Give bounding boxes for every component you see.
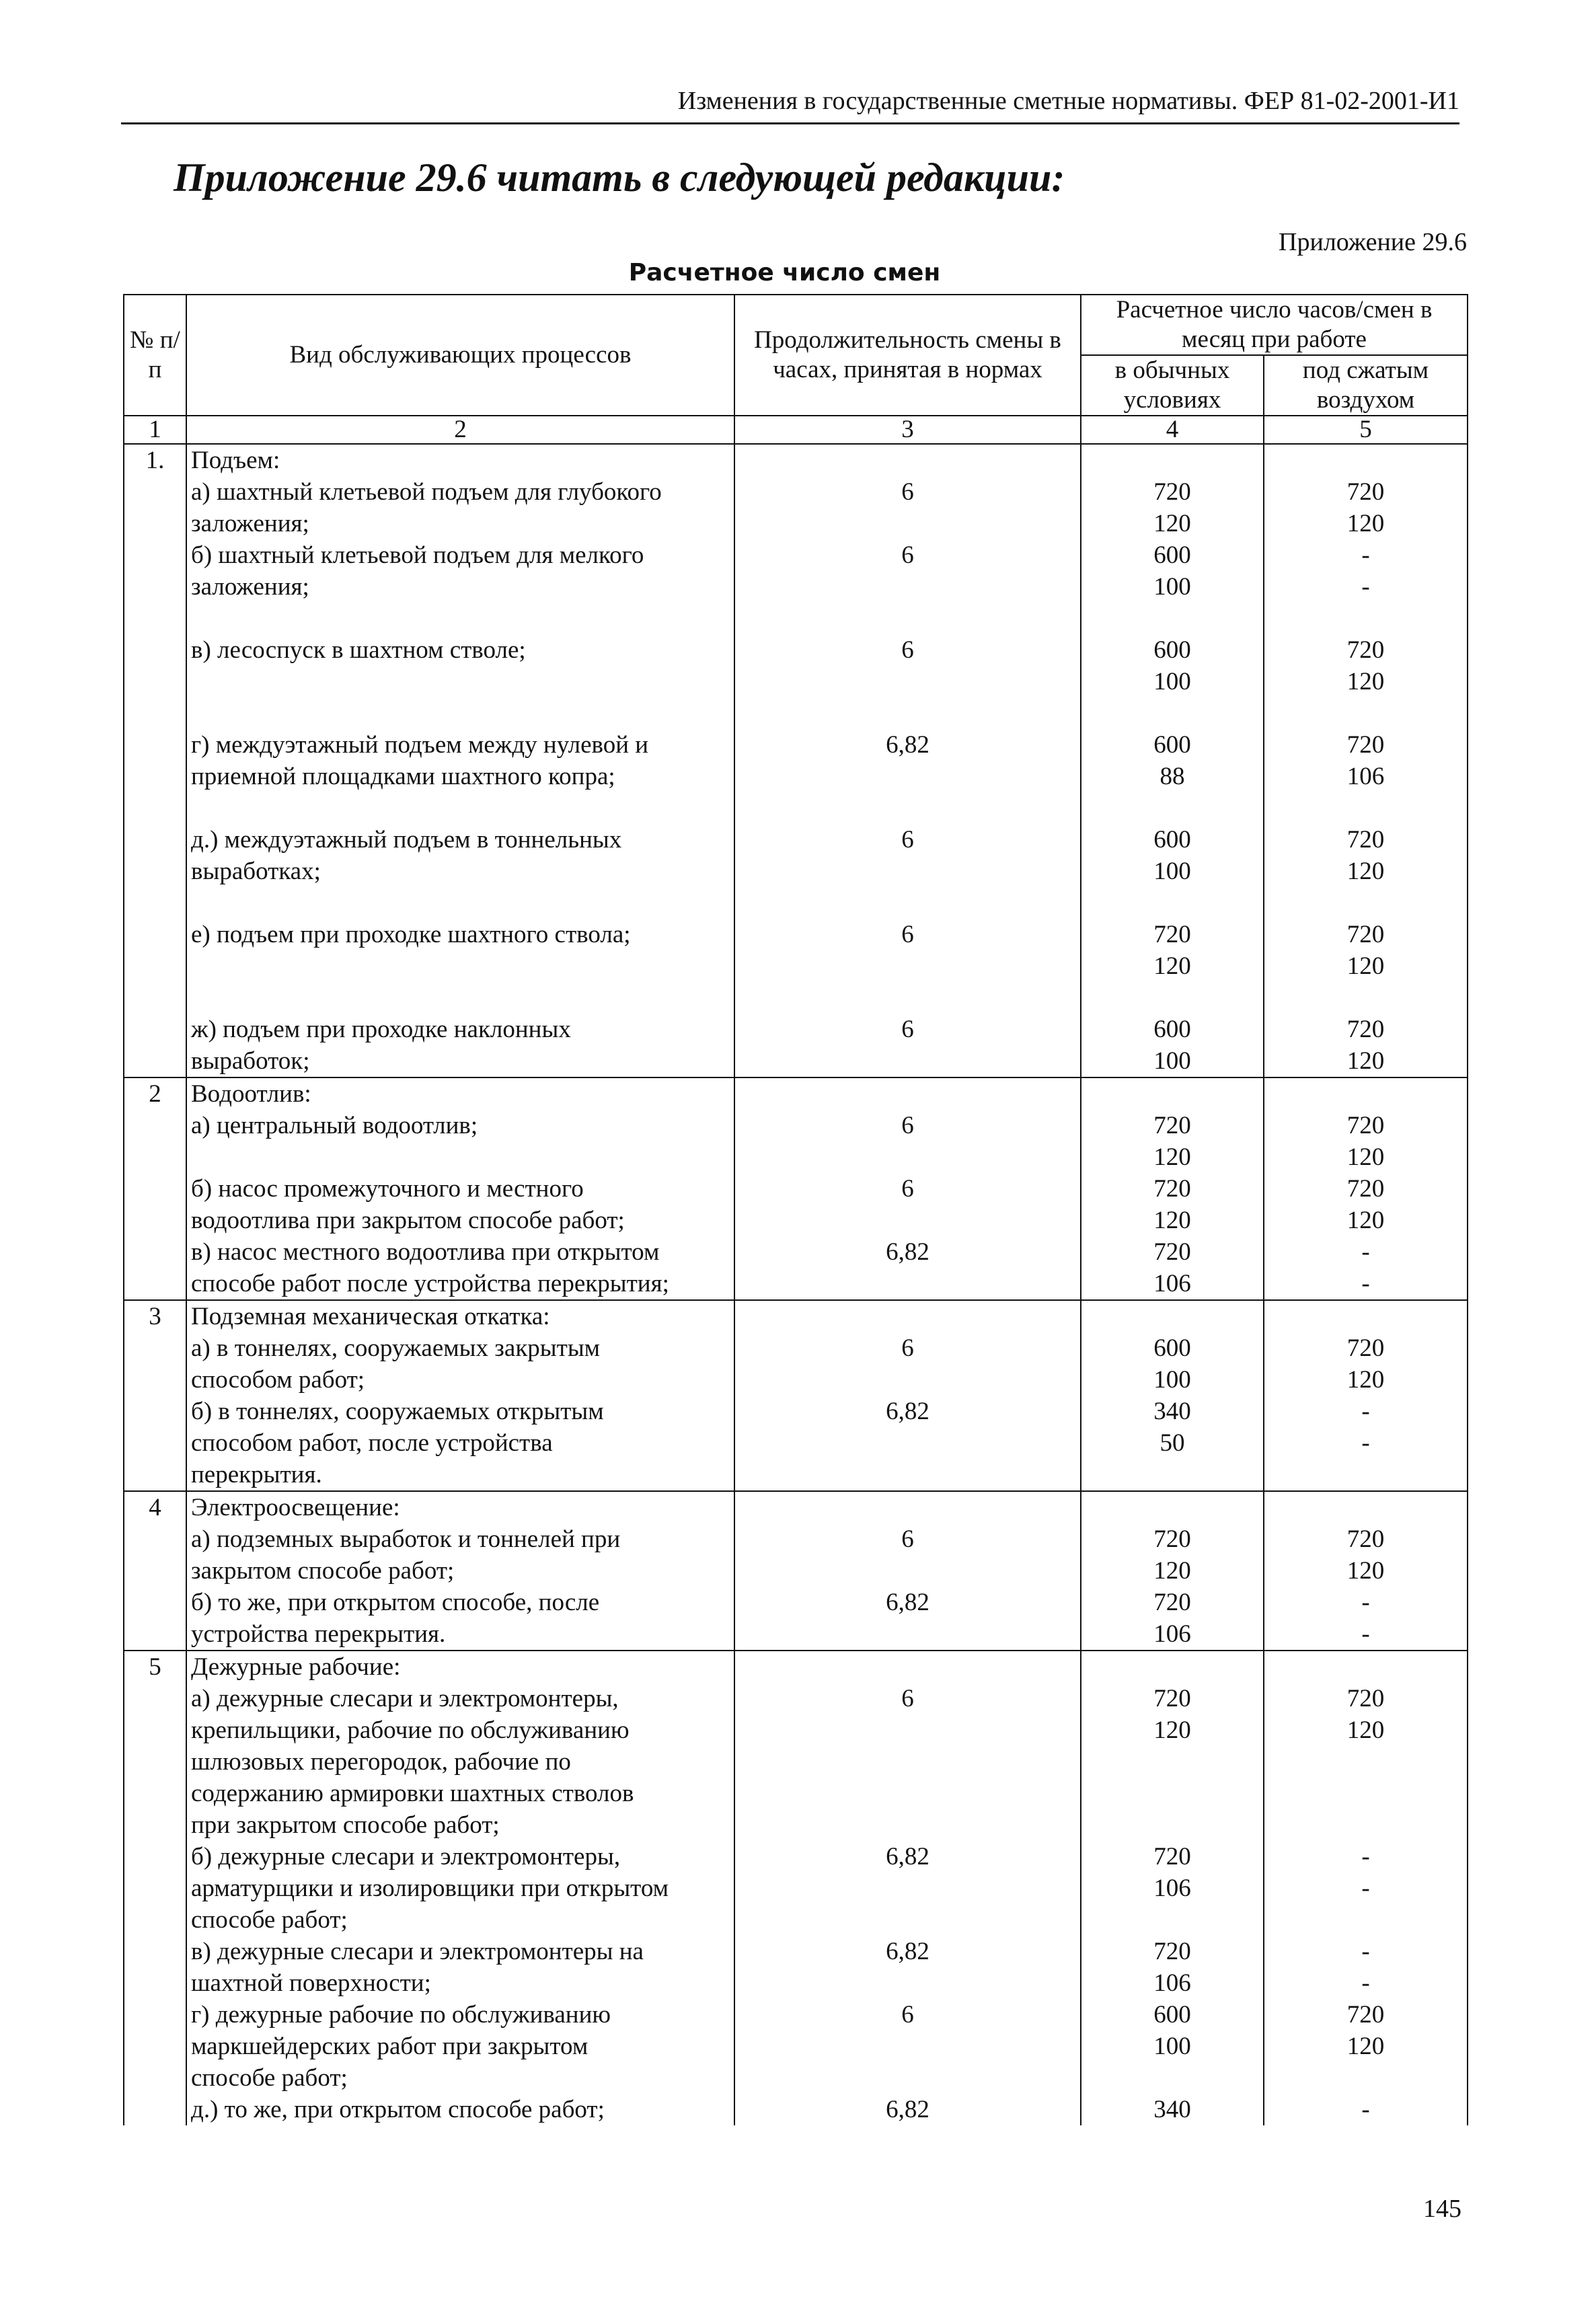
- duration-value: 6: [901, 541, 914, 569]
- page-number: 145: [1423, 2195, 1461, 2223]
- process-text: способе работ;: [191, 1906, 348, 1934]
- column-header-duration: Продолжительность смены в часах, принятая в нормах: [734, 295, 1081, 416]
- column-number: 1: [124, 416, 186, 444]
- duration-value: 6,82: [886, 2096, 929, 2123]
- duration-value: 6,82: [886, 1843, 929, 1870]
- normal-value: 120: [1153, 952, 1191, 980]
- column-header-normal: в обычных условиях: [1081, 355, 1264, 416]
- normal-cell: [1081, 1077, 1264, 1300]
- normal-value: 600: [1153, 2001, 1191, 2029]
- compressed-value: 120: [1346, 1207, 1385, 1234]
- duration-value: 6: [901, 921, 914, 948]
- section-number: 1.: [145, 447, 165, 474]
- spacer: [1268, 1651, 1463, 1683]
- duration-cell: [734, 1491, 1081, 1651]
- normal-cell: [1081, 1651, 1264, 2125]
- compressed-value: -: [1361, 1620, 1370, 1648]
- normal-value: 600: [1153, 826, 1191, 854]
- compressed-value: -: [1361, 1938, 1370, 1965]
- compressed-value: 720: [1346, 478, 1385, 506]
- compressed-value: -: [1361, 1398, 1370, 1425]
- spacer: [1268, 1301, 1463, 1332]
- process-text: маркшейдерских работ при закрытом: [191, 2033, 588, 2060]
- process-text: ж) подъем при проходке наклонных: [191, 1016, 571, 1043]
- table-caption: Расчетное число смен: [628, 259, 941, 287]
- compressed-value: 120: [1346, 858, 1385, 885]
- duration-value: 6,82: [886, 1589, 929, 1616]
- spacer: [1086, 1651, 1259, 1683]
- normal-value: 120: [1153, 1557, 1191, 1585]
- process-text: г) дежурные рабочие по обслуживанию: [191, 2001, 611, 2029]
- duration-value: 6,82: [886, 731, 929, 759]
- normal-value: 100: [1153, 1366, 1191, 1394]
- normal-value: 720: [1153, 1938, 1191, 1965]
- process-text: шахтной поверхности;: [191, 1969, 431, 1997]
- table-row: [124, 1077, 1468, 1300]
- column-number: 4: [1081, 416, 1264, 444]
- normal-cell: [1081, 1300, 1264, 1491]
- normal-value: 600: [1153, 541, 1191, 569]
- duration-value: 6: [901, 1685, 914, 1712]
- duration-value: 6,82: [886, 1238, 929, 1266]
- compressed-value: 720: [1346, 1016, 1385, 1043]
- compressed-value: 106: [1346, 763, 1385, 790]
- compressed-value: -: [1361, 1589, 1370, 1616]
- process-text: б) насос промежуточного и местного: [191, 1175, 584, 1203]
- process-text: способом работ, после устройства: [191, 1429, 553, 1457]
- spacer: [739, 1492, 1076, 1523]
- compressed-value: -: [1361, 1875, 1370, 1902]
- compressed-value: 120: [1346, 1716, 1385, 1744]
- duration-value: 6: [901, 2001, 914, 2029]
- normal-value: 88: [1160, 763, 1185, 790]
- spacer: [1268, 1492, 1463, 1523]
- normal-value: 106: [1153, 1875, 1191, 1902]
- normal-value: 720: [1153, 921, 1191, 948]
- process-text: б) шахтный клетьевой подъем для мелкого: [191, 541, 644, 569]
- row-number-cell: [124, 1651, 186, 2125]
- column-header-num: № п/п: [124, 295, 186, 416]
- compressed-value: -: [1361, 1969, 1370, 1997]
- compressed-value: 120: [1346, 1557, 1385, 1585]
- duration-value: 6: [901, 1334, 914, 1362]
- process-text: приемной площадками шахтного копра;: [191, 763, 615, 790]
- process-text: б) в тоннелях, сооружаемых открытым: [191, 1398, 604, 1425]
- process-text: е) подъем при проходке шахтного ствола;: [191, 921, 631, 948]
- spacer: [1268, 445, 1463, 476]
- normal-value: 100: [1153, 573, 1191, 601]
- process-text: способом работ;: [191, 1366, 365, 1394]
- appendix-label: Приложение 29.6: [1279, 228, 1467, 256]
- compressed-value: 720: [1346, 1175, 1385, 1203]
- shifts-table: [123, 294, 1468, 2125]
- section-number: 4: [149, 1494, 161, 1521]
- table-row: [124, 1491, 1468, 1651]
- process-text: шлюзовых перегородок, рабочие по: [191, 1748, 571, 1776]
- spacer: [739, 1651, 1076, 1683]
- process-cell: [186, 1300, 734, 1491]
- duration-cell: [734, 444, 1081, 1077]
- duration-cell: [734, 1651, 1081, 2125]
- compressed-value: 120: [1346, 952, 1385, 980]
- normal-value: 720: [1153, 1685, 1191, 1712]
- process-cell: [186, 1651, 734, 2125]
- normal-value: 106: [1153, 1270, 1191, 1297]
- process-text: перекрытия.: [191, 1461, 322, 1488]
- table-body: [124, 444, 1468, 2125]
- normal-value: 720: [1153, 1589, 1191, 1616]
- duration-value: 6: [901, 826, 914, 854]
- normal-cell: [1081, 1491, 1264, 1651]
- compressed-value: -: [1361, 1843, 1370, 1870]
- row-number-cell: [124, 444, 186, 1077]
- compressed-value: -: [1361, 1429, 1370, 1457]
- spacer: [739, 1078, 1076, 1110]
- compressed-value: 720: [1346, 1112, 1385, 1139]
- column-number: 5: [1264, 416, 1468, 444]
- compressed-value: 720: [1346, 1334, 1385, 1362]
- duration-value: 6,82: [886, 1398, 929, 1425]
- compressed-value: 720: [1346, 921, 1385, 948]
- section-number: 3: [149, 1303, 161, 1330]
- normal-value: 120: [1153, 510, 1191, 537]
- section-heading: Электроосвещение:: [191, 1494, 400, 1521]
- compressed-value: 720: [1346, 731, 1385, 759]
- running-header: Изменения в государственные сметные нормативы. ФЕР 81-02-2001-И1: [121, 86, 1459, 124]
- normal-value: 720: [1153, 1238, 1191, 1266]
- spacer: [1086, 1301, 1259, 1332]
- normal-value: 100: [1153, 2033, 1191, 2060]
- normal-value: 340: [1153, 2096, 1191, 2123]
- process-text: а) центральный водоотлив;: [191, 1112, 478, 1139]
- compressed-cell: [1264, 444, 1468, 1077]
- compressed-value: 120: [1346, 1366, 1385, 1394]
- compressed-value: 120: [1346, 1047, 1385, 1075]
- process-cell: [186, 1491, 734, 1651]
- section-heading: Подъем:: [191, 447, 280, 474]
- compressed-cell: [1264, 1651, 1468, 2125]
- compressed-value: 720: [1346, 2001, 1385, 2029]
- spacer: [739, 445, 1076, 476]
- compressed-cell: [1264, 1077, 1468, 1300]
- normal-value: 600: [1153, 731, 1191, 759]
- table-row: [124, 444, 1468, 1077]
- duration-value: 6: [901, 1175, 914, 1203]
- duration-value: 6: [901, 1525, 914, 1553]
- process-text: а) дежурные слесари и электромонтеры,: [191, 1685, 619, 1712]
- process-text: содержанию армировки шахтных стволов: [191, 1780, 634, 1807]
- section-number: 5: [149, 1653, 161, 1681]
- process-text: арматурщики и изолировщики при открытом: [191, 1875, 669, 1902]
- section-heading: Дежурные рабочие:: [191, 1653, 401, 1681]
- normal-value: 720: [1153, 1112, 1191, 1139]
- normal-value: 600: [1153, 636, 1191, 664]
- process-text: в) дежурные слесари и электромонтеры на: [191, 1938, 644, 1965]
- duration-cell: [734, 1300, 1081, 1491]
- compressed-value: 720: [1346, 1525, 1385, 1553]
- row-number-cell: [124, 1300, 186, 1491]
- process-cell: [186, 444, 734, 1077]
- section-heading: Водоотлив:: [191, 1080, 311, 1108]
- normal-value: 106: [1153, 1620, 1191, 1648]
- duration-value: 6: [901, 636, 914, 664]
- column-number: 2: [186, 416, 734, 444]
- spacer: [1268, 1078, 1463, 1110]
- normal-value: 120: [1153, 1207, 1191, 1234]
- process-text: в) насос местного водоотлива при открытом: [191, 1238, 660, 1266]
- compressed-value: 720: [1346, 1685, 1385, 1712]
- normal-value: 50: [1160, 1429, 1185, 1457]
- process-text: а) в тоннелях, сооружаемых закрытым: [191, 1334, 601, 1362]
- process-text: а) подземных выработок и тоннелей при: [191, 1525, 621, 1553]
- process-text: в) лесоспуск в шахтном стволе;: [191, 636, 526, 664]
- row-number-cell: [124, 1491, 186, 1651]
- section-heading: Подземная механическая откатка:: [191, 1303, 550, 1330]
- column-number: 3: [734, 416, 1081, 444]
- duration-value: 6,82: [886, 1938, 929, 1965]
- normal-value: 340: [1153, 1398, 1191, 1425]
- spacer: [1086, 1078, 1259, 1110]
- normal-value: 100: [1153, 668, 1191, 695]
- process-cell: [186, 1077, 734, 1300]
- section-number: 2: [149, 1080, 161, 1108]
- process-text: б) дежурные слесари и электромонтеры,: [191, 1843, 621, 1870]
- normal-cell: [1081, 444, 1264, 1077]
- process-text: д.) междуэтажный подъем в тоннельных: [191, 826, 622, 854]
- normal-value: 720: [1153, 1525, 1191, 1553]
- normal-value: 120: [1153, 1143, 1191, 1171]
- process-text: устройства перекрытия.: [191, 1620, 446, 1648]
- compressed-value: 120: [1346, 668, 1385, 695]
- normal-value: 106: [1153, 1969, 1191, 1997]
- process-text: заложения;: [191, 510, 309, 537]
- compressed-value: -: [1361, 541, 1370, 569]
- process-text: выработках;: [191, 858, 321, 885]
- spacer: [1086, 1492, 1259, 1523]
- column-header-monthly: Расчетное число часов/смен в месяц при работе: [1081, 295, 1468, 355]
- compressed-cell: [1264, 1300, 1468, 1491]
- table-row: [124, 1300, 1468, 1491]
- process-text: закрытом способе работ;: [191, 1557, 455, 1585]
- process-text: при закрытом способе работ;: [191, 1811, 500, 1839]
- normal-value: 600: [1153, 1016, 1191, 1043]
- compressed-value: -: [1361, 573, 1370, 601]
- table-row: [124, 1651, 1468, 2125]
- compressed-value: -: [1361, 1270, 1370, 1297]
- normal-value: 100: [1153, 858, 1191, 885]
- compressed-value: 120: [1346, 1143, 1385, 1171]
- normal-value: 600: [1153, 1334, 1191, 1362]
- normal-value: 120: [1153, 1716, 1191, 1744]
- column-header-process: Вид обслуживающих процессов: [186, 295, 734, 416]
- process-text: водоотлива при закрытом способе работ;: [191, 1207, 625, 1234]
- spacer: [739, 1301, 1076, 1332]
- process-text: а) шахтный клетьевой подъем для глубокого: [191, 478, 662, 506]
- process-text: способе работ после устройства перекрытия;: [191, 1270, 669, 1297]
- row-number-cell: [124, 1077, 186, 1300]
- compressed-value: -: [1361, 1238, 1370, 1266]
- compressed-value: 120: [1346, 2033, 1385, 2060]
- process-text: б) то же, при открытом способе, после: [191, 1589, 600, 1616]
- process-text: г) междуэтажный подъем между нулевой и: [191, 731, 649, 759]
- duration-value: 6: [901, 1112, 914, 1139]
- compressed-value: 720: [1346, 826, 1385, 854]
- normal-value: 720: [1153, 478, 1191, 506]
- compressed-value: 120: [1346, 510, 1385, 537]
- duration-value: 6: [901, 1016, 914, 1043]
- compressed-value: -: [1361, 2096, 1370, 2123]
- duration-cell: [734, 1077, 1081, 1300]
- process-text: д.) то же, при открытом способе работ;: [191, 2096, 605, 2123]
- process-text: крепильщики, рабочие по обслуживанию: [191, 1716, 630, 1744]
- compressed-value: 720: [1346, 636, 1385, 664]
- spacer: [1086, 445, 1259, 476]
- normal-value: 720: [1153, 1843, 1191, 1870]
- normal-value: 100: [1153, 1047, 1191, 1075]
- normal-value: 720: [1153, 1175, 1191, 1203]
- process-text: заложения;: [191, 573, 309, 601]
- column-header-compressed: под сжатым воздухом: [1264, 355, 1468, 416]
- page-title: Приложение 29.6 читать в следующей редакции:: [174, 155, 1065, 200]
- process-text: выработок;: [191, 1047, 310, 1075]
- compressed-cell: [1264, 1491, 1468, 1651]
- process-text: способе работ;: [191, 2064, 348, 2092]
- duration-value: 6: [901, 478, 914, 506]
